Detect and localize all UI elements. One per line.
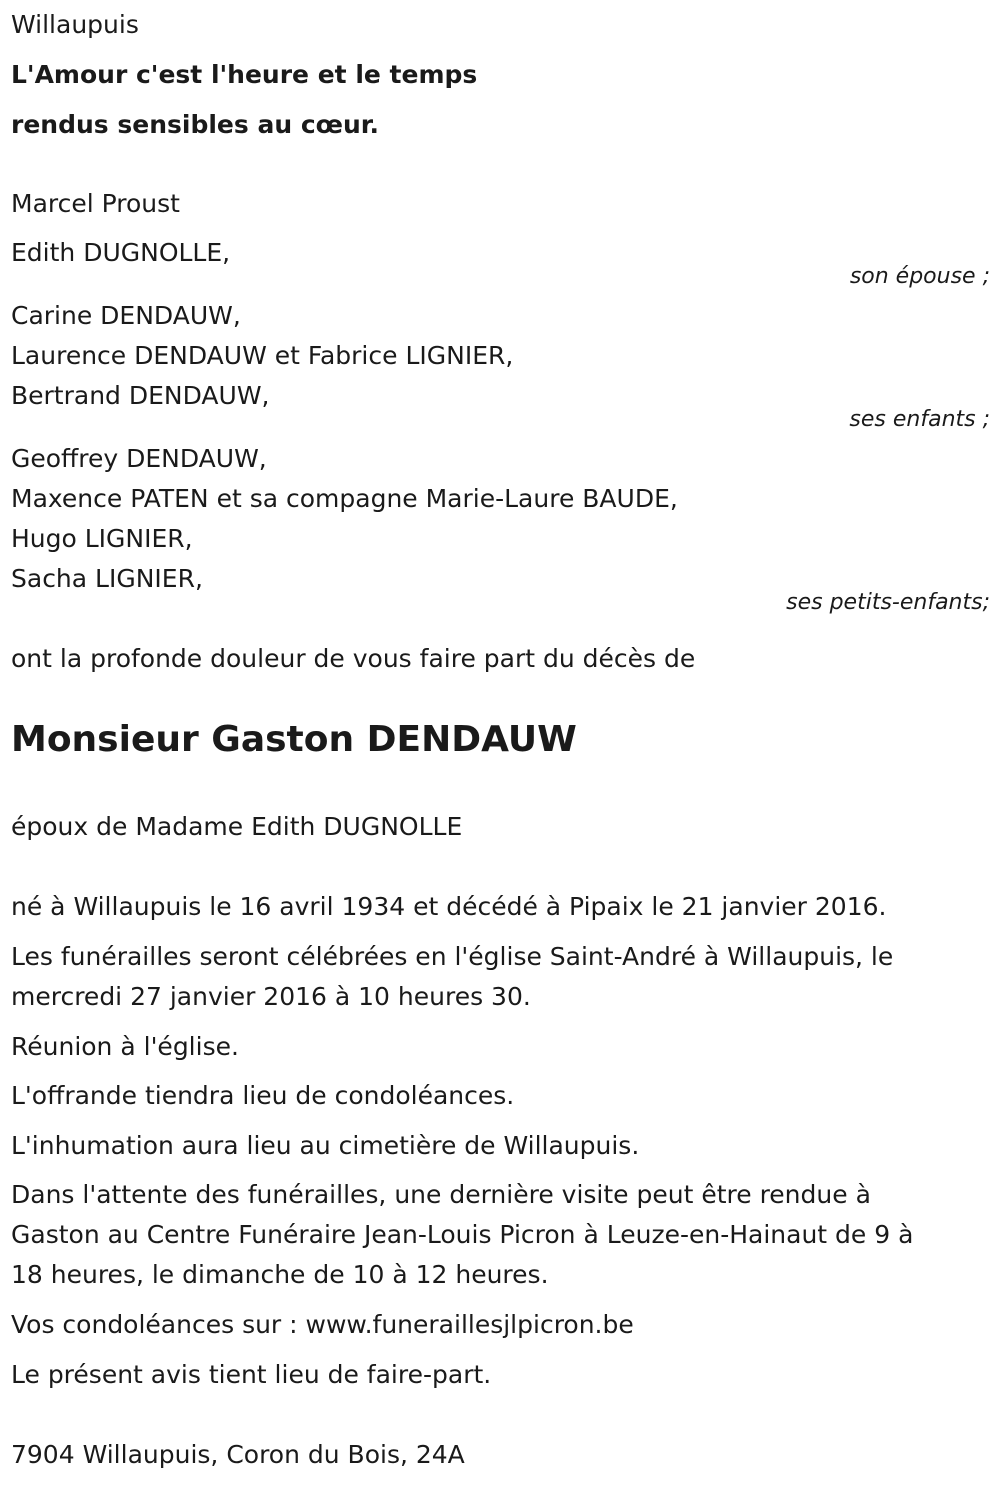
funeral-line-1: Les funérailles seront célébrées en l'église Saint-André à Willaupuis, le: [11, 942, 894, 971]
visit-line-2: Gaston au Centre Funéraire Jean-Louis Picron à Leuze-en-Hainaut de 9 à: [11, 1220, 914, 1249]
grandchild-name: Hugo LIGNIER,: [11, 524, 193, 553]
spouse-name: Edith DUGNOLLE,: [11, 238, 231, 267]
quote-line-2: rendus sensibles au cœur.: [11, 110, 380, 139]
funeral-line-2: mercredi 27 janvier 2016 à 10 heures 30.: [11, 982, 531, 1011]
announcement: ont la profonde douleur de vous faire part du décès de: [11, 644, 696, 673]
spouse-relation: son épouse ;: [849, 264, 990, 289]
deceased-name: Monsieur Gaston DENDAUW: [11, 719, 577, 760]
grandchild-name: Sacha LIGNIER,: [11, 564, 203, 593]
meeting-line: Réunion à l'église.: [11, 1032, 239, 1061]
quote-author: Marcel Proust: [11, 189, 180, 218]
child-name: Carine DENDAUW,: [11, 301, 241, 330]
children-relation: ses enfants ;: [849, 407, 990, 432]
visit-line-1: Dans l'attente des funérailles, une dernière visite peut être rendue à: [11, 1180, 871, 1209]
grandchild-name: Maxence PATEN et sa compagne Marie-Laure BAUDE,: [11, 484, 678, 513]
grandchildren-relation: ses petits-enfants;: [786, 590, 990, 615]
grandchild-name: Geoffrey DENDAUW,: [11, 444, 267, 473]
offering-line: L'offrande tiendra lieu de condoléances.: [11, 1081, 515, 1110]
burial-line: L'inhumation aura lieu au cimetière de Willaupuis.: [11, 1131, 640, 1160]
child-name: Bertrand DENDAUW,: [11, 381, 270, 410]
child-name: Laurence DENDAUW et Fabrice LIGNIER,: [11, 341, 514, 370]
address: 7904 Willaupuis, Coron du Bois, 24A: [11, 1440, 465, 1469]
visit-line-3: 18 heures, le dimanche de 10 à 12 heures.: [11, 1260, 549, 1289]
notice-line: Le présent avis tient lieu de faire-part.: [11, 1360, 492, 1389]
quote-line-1: L'Amour c'est l'heure et le temps: [11, 60, 478, 89]
town-header: Willaupuis: [11, 10, 139, 39]
deceased-spouse-line: époux de Madame Edith DUGNOLLE: [11, 812, 463, 841]
condolences-line: Vos condoléances sur : www.funeraillesjlpicron.be: [11, 1310, 634, 1339]
birth-death-line: né à Willaupuis le 16 avril 1934 et décédé à Pipaix le 21 janvier 2016.: [11, 892, 887, 921]
